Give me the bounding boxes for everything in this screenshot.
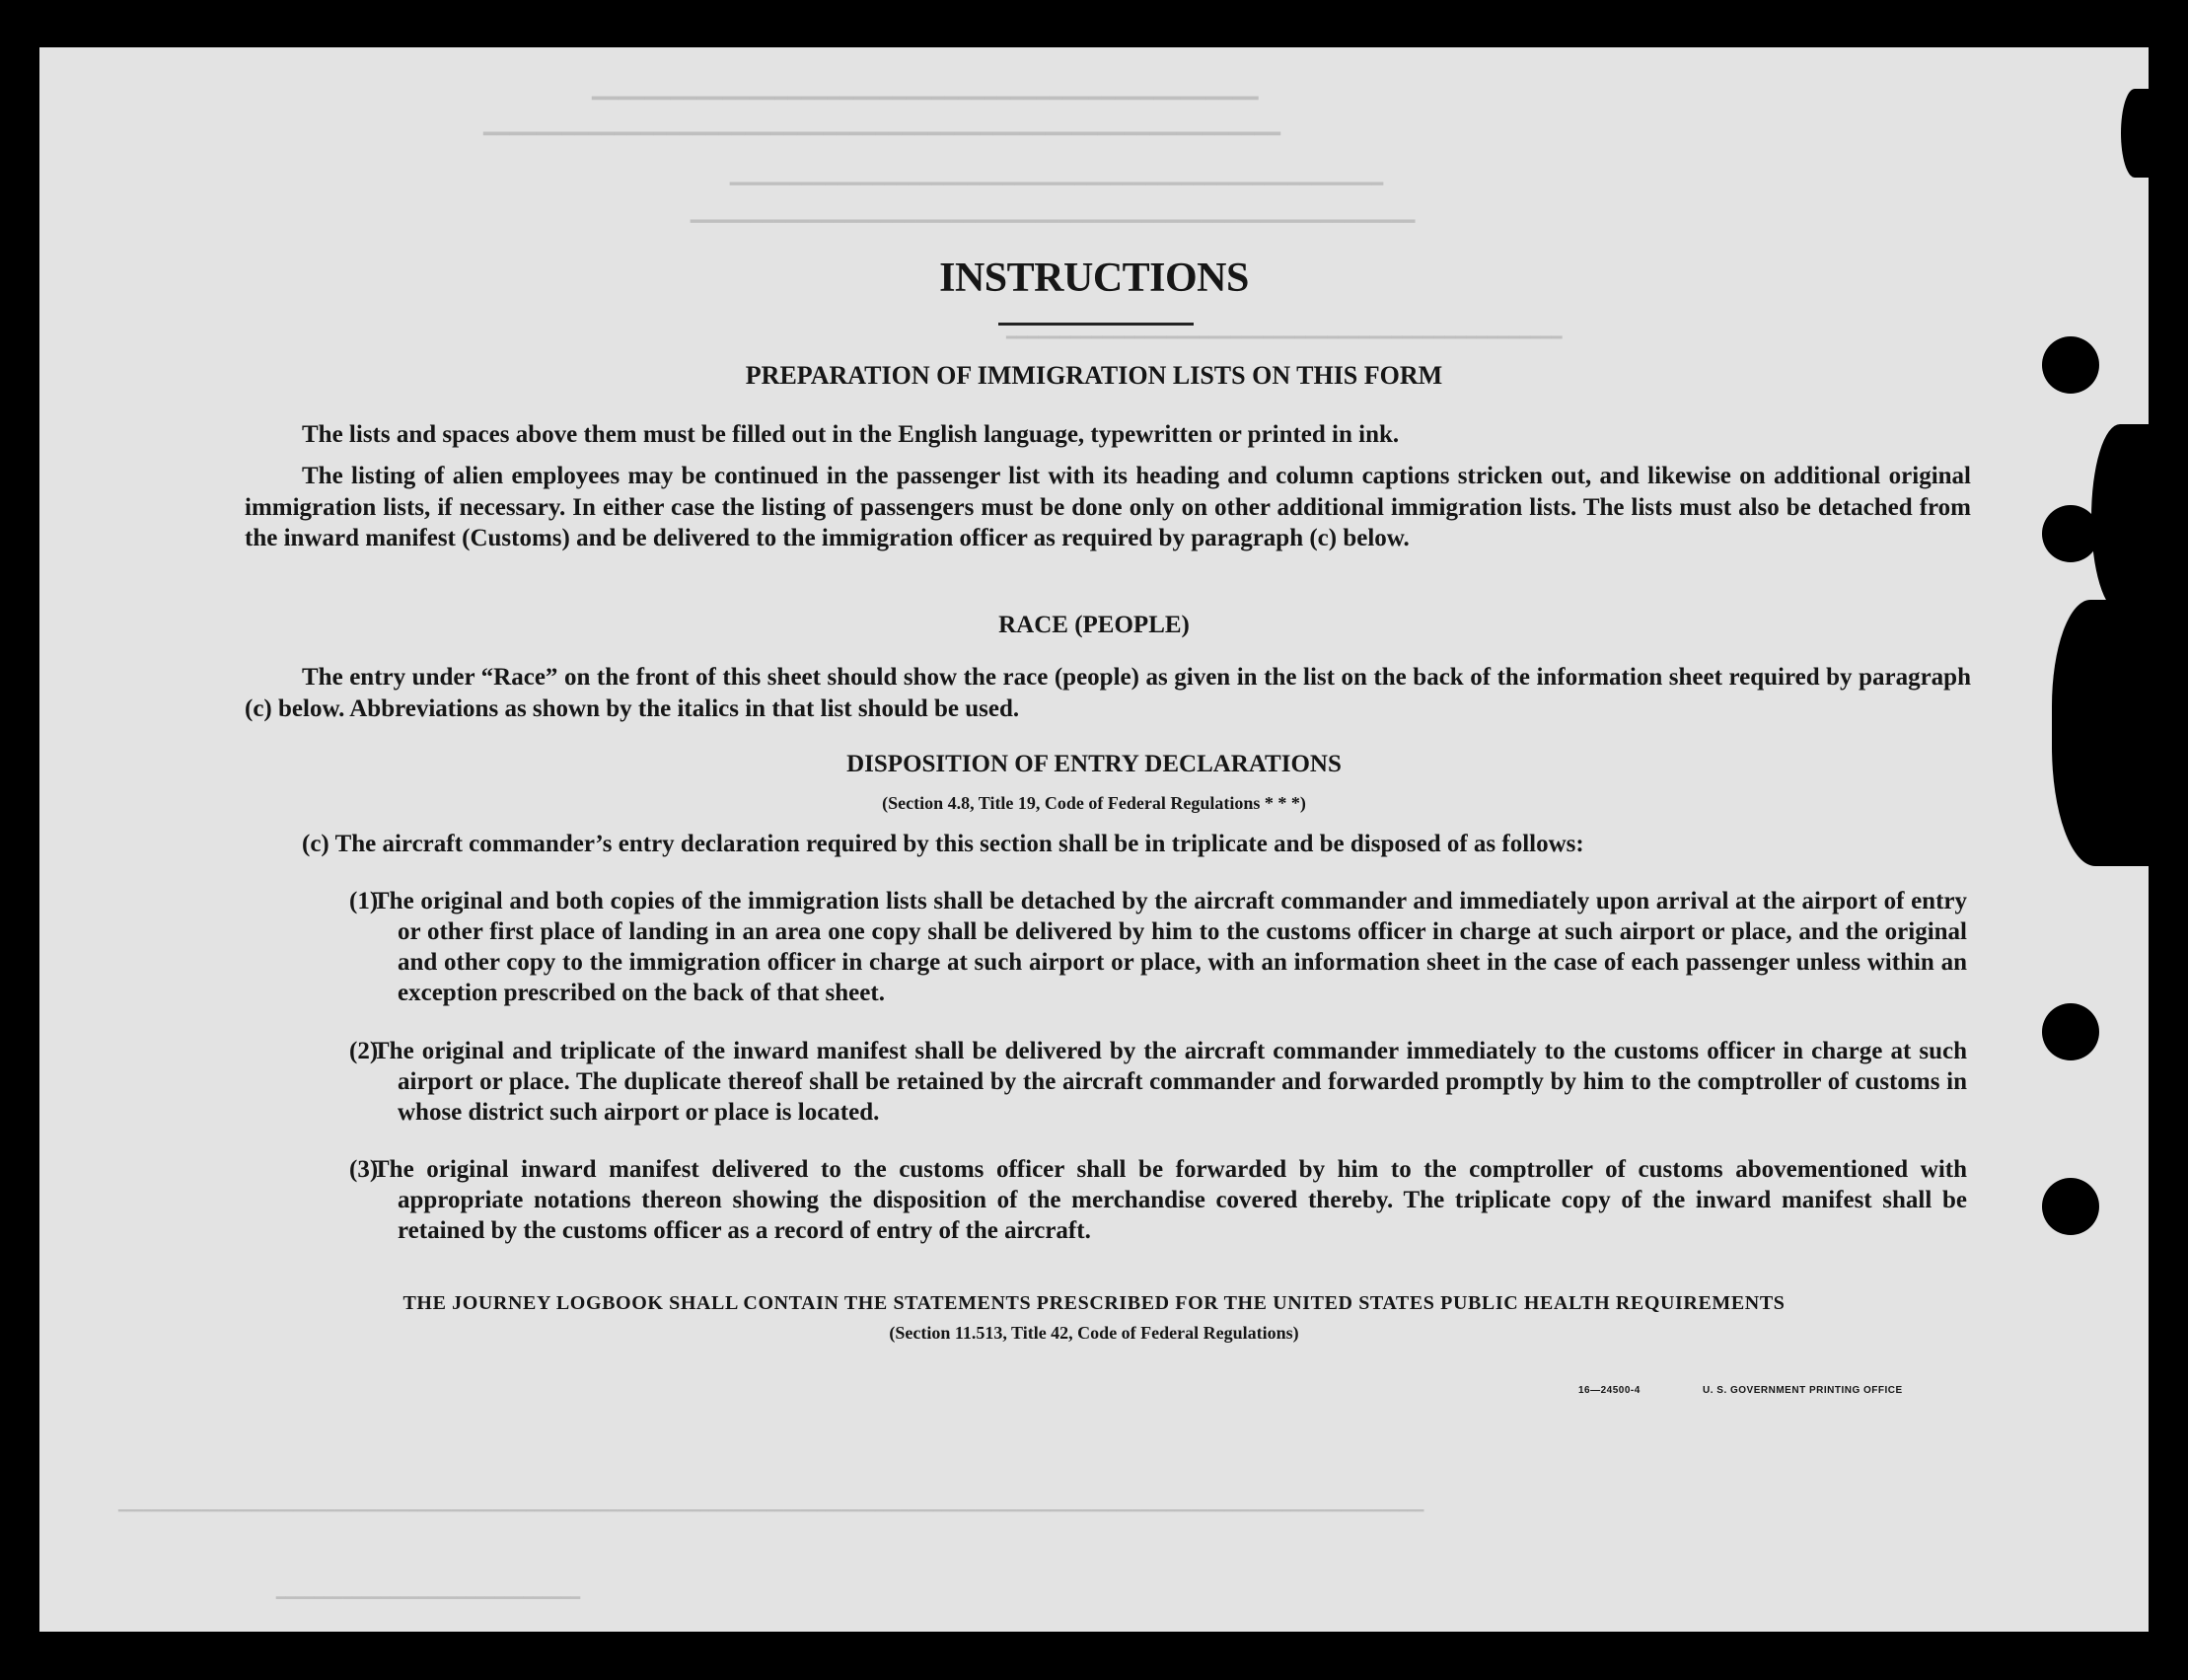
disposition-item-3	[349, 1154, 1967, 1249]
item-number: (3)	[349, 1156, 379, 1183]
bleed-through-text: ━━━━━━━━━━━━━━━━━━━━━━━━━━━━━━━━━━━━━━━━━━━━━━━━━━━	[592, 88, 1259, 112]
preparation-paragraph-1: The lists and spaces above them must be filled out in the English language, typewritten or printed in ink.	[302, 421, 1400, 448]
bleed-through-text: ━━━━━━━━━━━━━━━━━━━━━━━━━━━━━━━━━━━━━━━━━━━━━━━━━━━━━━━	[730, 175, 1384, 197]
section-heading-preparation: PREPARATION OF IMMIGRATION LISTS ON THIS FORM	[745, 361, 1443, 390]
intro-text: The aircraft commander’s entry declaration required by this section shall be in triplicate and be disposed of as follows:	[334, 831, 1584, 857]
disposition-item-1	[349, 886, 1967, 1014]
bleed-through-text: ━━━━━━━━━━━━━━━━━━━━━━━━━━━━━━━━━━━━━━━━━━━━━━━━━━━━	[1006, 329, 1563, 349]
item-number: (1)	[349, 888, 379, 914]
disposition-citation: (Section 4.8, Title 19, Code of Federal Regulations * * *)	[882, 793, 1306, 813]
item-text: The original and triplicate of the inward manifest shall be delivered by the aircraft commander immediately to the customs officer in charge at such airport or place. The duplicate thereof shall be retained by the aircraft commander and forwarded promptly by him to the comptroller of customs in whose district such airport or place is located.	[373, 1038, 1967, 1126]
item-text: The original inward manifest delivered to the customs officer shall be forwarded by him to the comptroller of customs abovementioned with appropriate notations thereon showing the disposition of the merchandise covered thereby. The triplicate copy of the inward manifest shall be retained by the customs officer as a record of entry of the aircraft.	[373, 1156, 1967, 1244]
bleed-through-text: ━━━━━━━━━━━━━━━━━━━━━━━━━━━━━━━━━━━━━━━━━━━━━━━━━━━━━━━━━━━━━	[483, 123, 1280, 148]
item-text: The original and both copies of the immigration lists shall be detached by the aircraft commander and immediately upon arrival at the airport of entry or other first place of landing in an area one copy shall be delivered by him to the customs officer in charge at such airport or place, and the original and other copy to the immigration officer in charge at such airport or place, with an information sheet in the case of each passenger unless within an exception prescribed on the back of that sheet.	[373, 888, 1967, 1006]
footer-statement: THE JOURNEY LOGBOOK SHALL CONTAIN THE STATEMENTS PRESCRIBED FOR THE UNITED STATES PUBLIC HEALTH REQUIREMENTS	[402, 1292, 1786, 1314]
printer-imprint: U. S. GOVERNMENT PRINTING OFFICE	[1703, 1385, 1903, 1396]
bleed-through-text: ━━━━━━━━━━━━━━━━━━━━━━━━━━━━━━━━	[276, 1590, 581, 1608]
print-code: 16—24500-4	[1578, 1385, 1641, 1396]
footer-citation: (Section 11.513, Title 42, Code of Federal Regulations)	[889, 1323, 1299, 1343]
title-underline	[998, 323, 1194, 326]
page-title: INSTRUCTIONS	[939, 256, 1249, 301]
bleed-through-text: ━━━━━━━━━━━━━━━━━━━━━━━━━━━━━━━━━━━━━━━━━━━━━━━━━━━━━━━━━━━━━━━━━━━━━━━━━━━━━━━━━━━━━━━━━━━━━━━━━━━━━━━━━━━━━━━━━━━━━━━━━━━━━━━━━━━━━━━━━━━━━━━━━━━━━━━━━━━━━	[118, 1504, 1424, 1520]
bleed-through-text: ━━━━━━━━━━━━━━━━━━━━━━━━━━━━━━━━━━━━━━━━━━━━━━━━━━━━━━━━━━━━━	[691, 212, 1416, 235]
section-heading-disposition: DISPOSITION OF ENTRY DECLARATIONS	[846, 751, 1342, 777]
disposition-intro	[302, 829, 1979, 860]
disposition-item-2	[349, 1036, 1967, 1131]
section-heading-race: RACE (PEOPLE)	[998, 612, 1190, 638]
item-number: (2)	[349, 1038, 379, 1064]
race-paragraph: The entry under “Race” on the front of this sheet should show the race (people) as given in the list on the back of the information sheet required by paragraph (c) below. Abbreviations as shown by the italics in that list should be used.	[245, 664, 1971, 722]
preparation-paragraph-2: The listing of alien employees may be continued in the passenger list with its heading and column captions stricken out, and likewise on additional original immigration lists, if necessary. In either case the listing of passengers must be done only on other additional immigration lists. The lists must also be detached from the inward manifest (Customs) and be delivered to the immigration officer as required by paragraph (c) below.	[245, 463, 1971, 551]
intro-label: (c)	[302, 831, 329, 857]
